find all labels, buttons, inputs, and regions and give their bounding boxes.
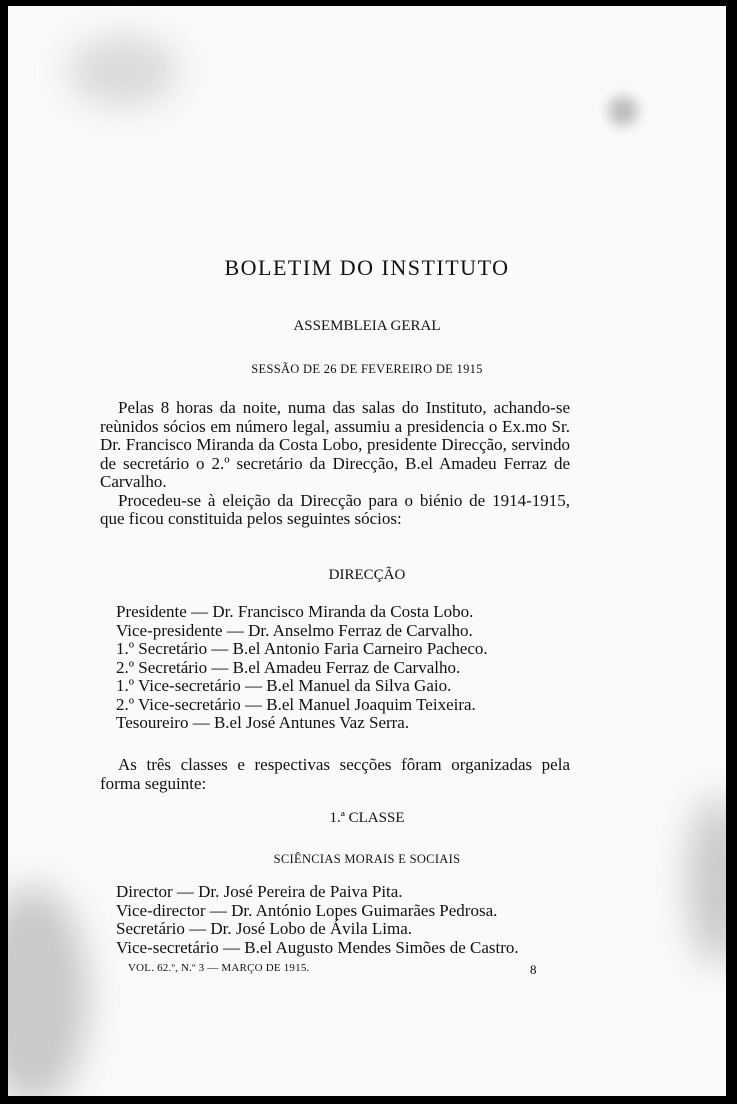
footer-volume: VOL. 62.º, N.º 3 — MARÇO DE 1915. bbox=[128, 962, 310, 974]
section-heading: ASSEMBLEIA GERAL bbox=[293, 318, 441, 334]
list-item: 1.º Secretário — B.el Antonio Faria Carneiro Pacheco. bbox=[116, 639, 488, 658]
scan-smudge bbox=[608, 96, 638, 126]
scanned-page bbox=[8, 6, 726, 1096]
direccao-list bbox=[116, 603, 616, 733]
classe-subheading: SCIÊNCIAS MORAIS E SOCIAIS bbox=[273, 852, 461, 866]
list-item: Presidente — Dr. Francisco Miranda da Costa Lobo. bbox=[116, 602, 474, 621]
classes-text bbox=[100, 756, 570, 793]
list-item: Vice-secretário — B.el Augusto Mendes Simões de Castro. bbox=[116, 937, 519, 957]
classe-list bbox=[116, 883, 616, 957]
list-item: Secretário — Dr. José Lobo de Ávila Lima. bbox=[116, 919, 413, 938]
list-item: 2.º Vice-secretário — B.el Manuel Joaquim Teixeira. bbox=[116, 694, 476, 714]
intro-text bbox=[100, 399, 570, 529]
scan-smudge bbox=[8, 886, 88, 1096]
intro-paragraph: Pelas 8 horas da noite, numa das salas do Instituto, achando-se reùnidos sócios em número legal, assumiu a presidencia o Ex.mo Sr. Dr. Francisco Miranda da Costa Lobo, presidente Direcção, servindo de secretário o 2.º secretário da Direcção, B.el Amadeu Ferraz de Carvalho. bbox=[100, 398, 570, 491]
intro-paragraph: Procedeu-se à eleição da Direcção para o biénio de 1914-1915, que ficou constituida pelos seguintes sócios: bbox=[100, 490, 570, 528]
classe-heading: 1.ª CLASSE bbox=[329, 810, 405, 826]
signature-mark: 8 bbox=[530, 962, 537, 977]
direccao-heading: DIRECÇÃO bbox=[328, 567, 406, 583]
list-item: 1.º Vice-secretário — B.el Manuel da Silva Gaio. bbox=[116, 676, 452, 695]
session-heading: SESSÃO DE 26 DE FEVEREIRO DE 1915 bbox=[251, 362, 483, 376]
list-item: Director — Dr. José Pereira de Paiva Pita. bbox=[116, 882, 403, 901]
list-item: Vice-presidente — Dr. Anselmo Ferraz de Carvalho. bbox=[116, 620, 473, 640]
classes-paragraph: As três classes e respectivas secções fôram organizadas pela forma seguinte: bbox=[100, 755, 570, 793]
list-item: 2.º Secretário — B.el Amadeu Ferraz de Carvalho. bbox=[116, 657, 461, 677]
list-item: Tesoureiro — B.el José Antunes Vaz Serra. bbox=[116, 713, 410, 732]
list-item: Vice-director — Dr. António Lopes Guimarães Pedrosa. bbox=[116, 900, 498, 920]
page-title: BOLETIM DO INSTITUTO bbox=[224, 255, 510, 280]
scan-smudge bbox=[68, 36, 178, 106]
